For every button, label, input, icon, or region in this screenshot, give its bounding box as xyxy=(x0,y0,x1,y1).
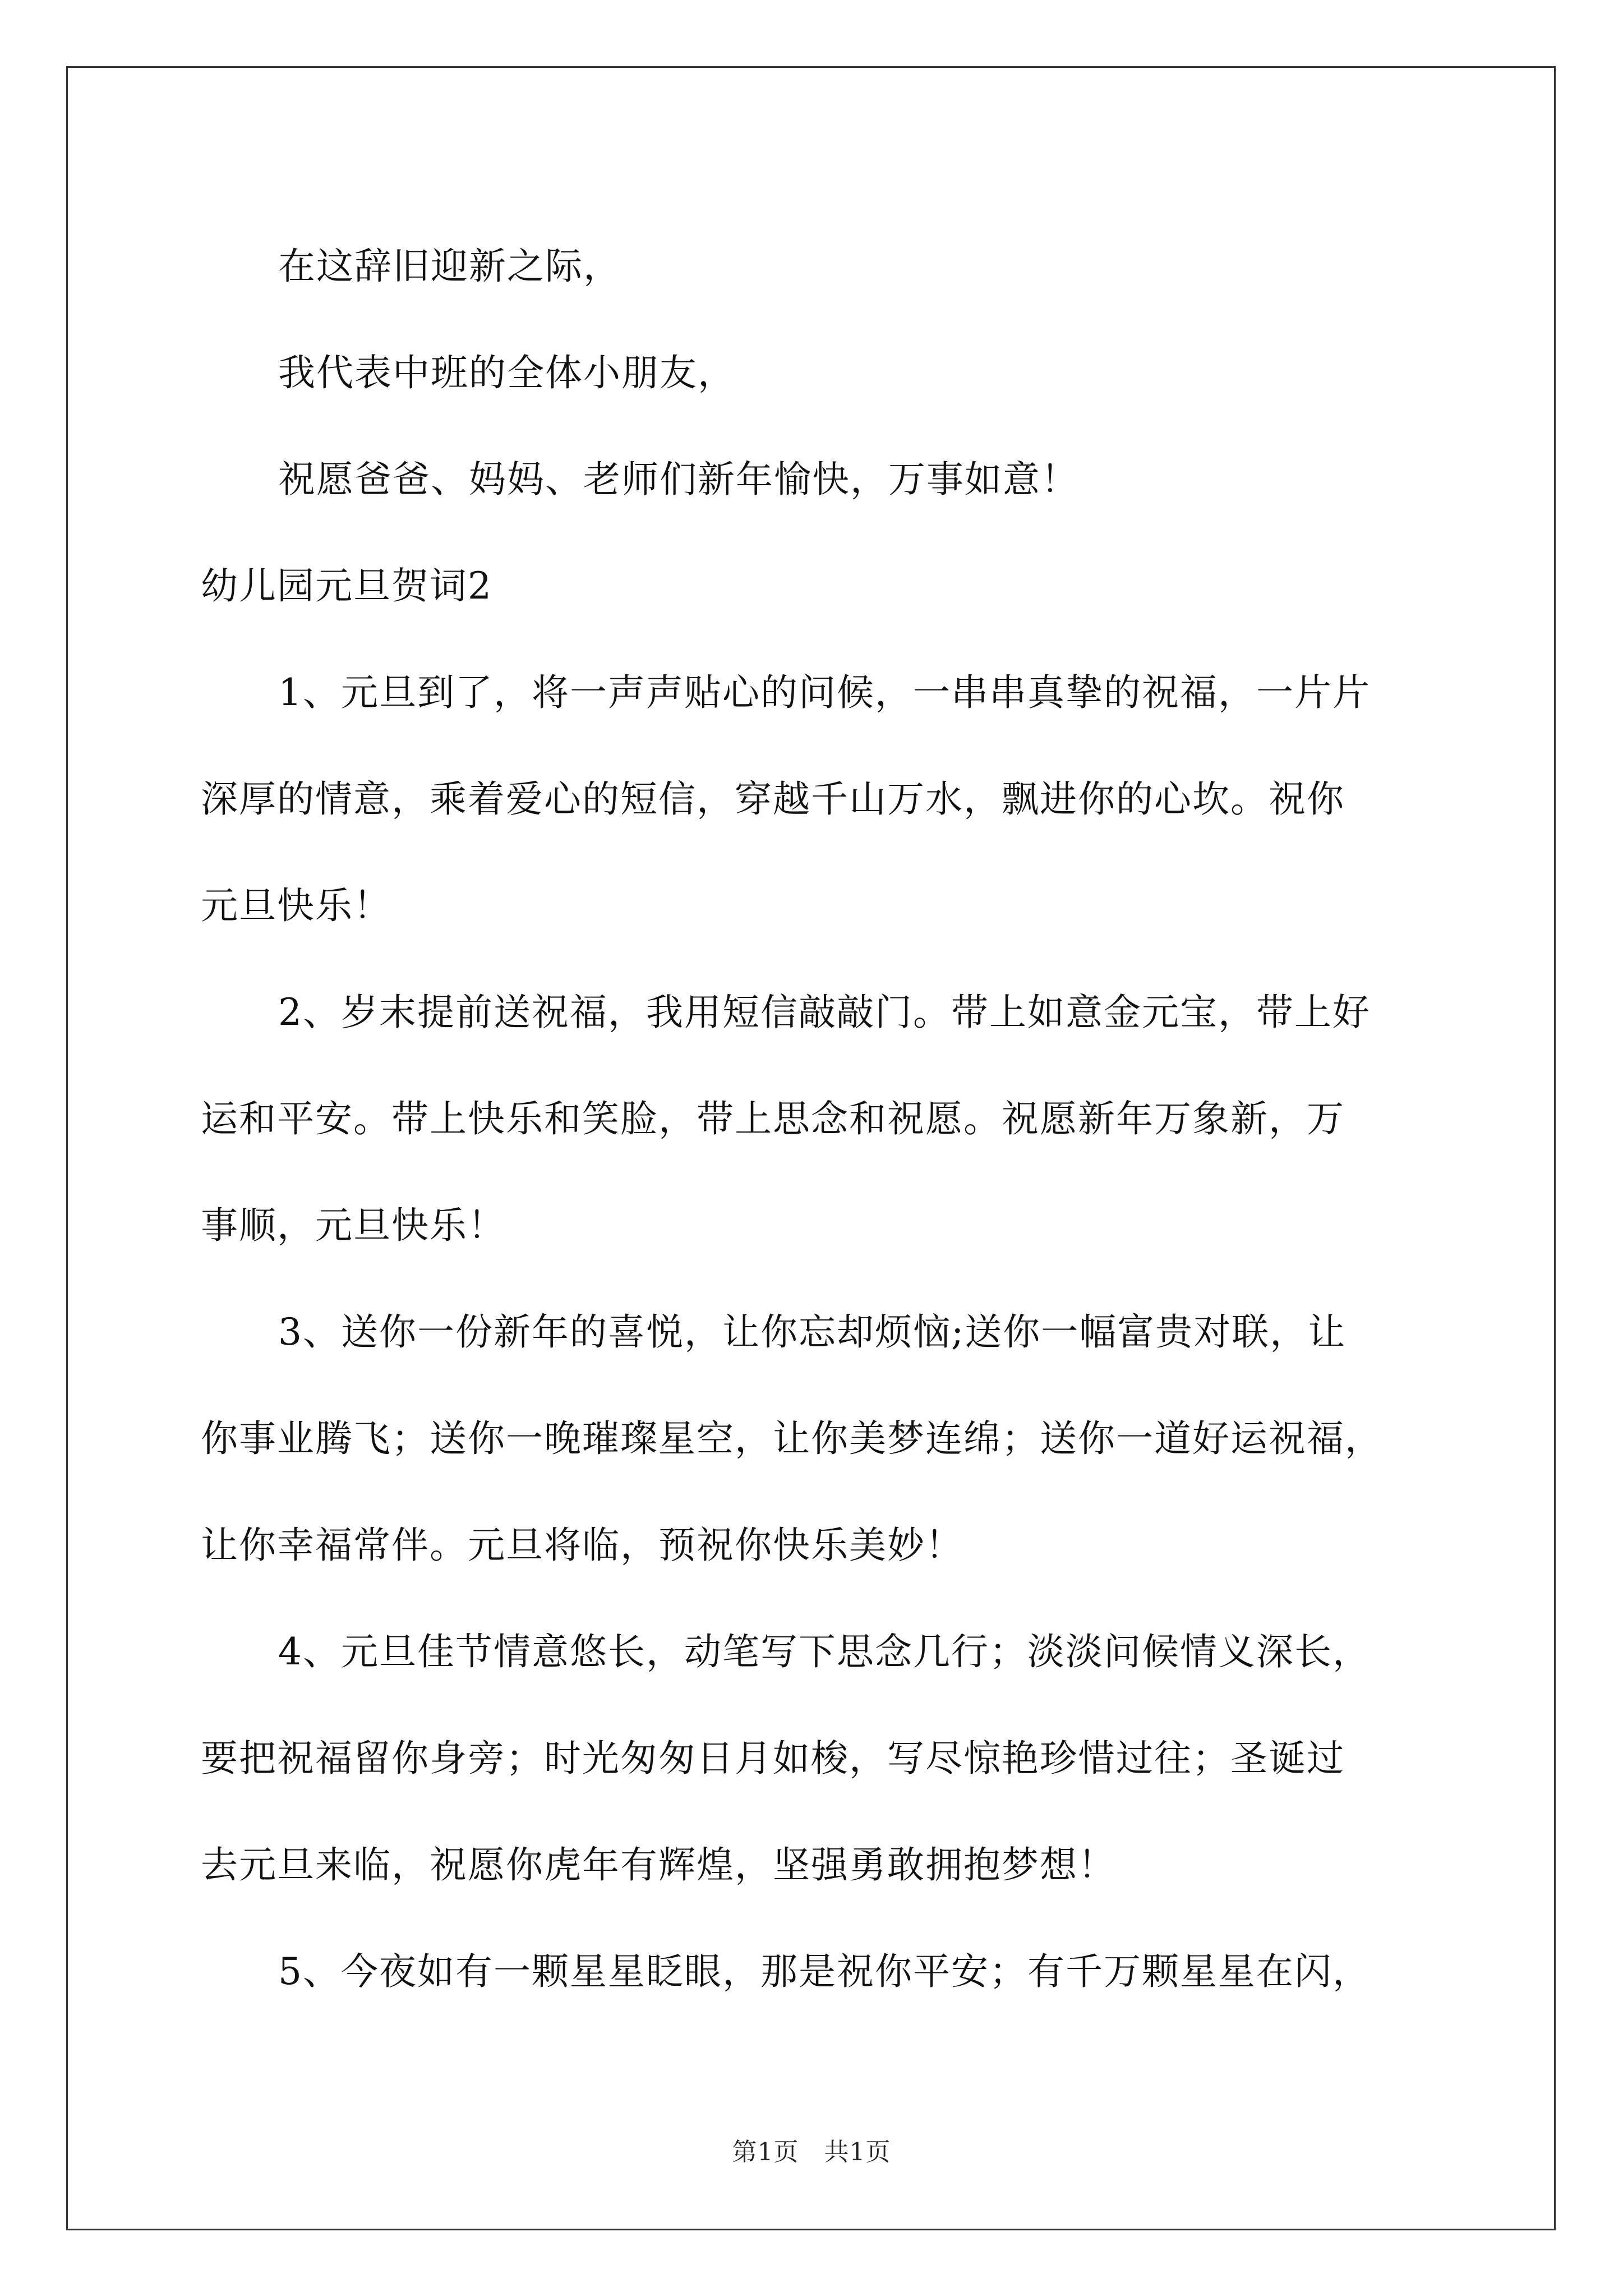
text-line: 运和平安。带上快乐和笑脸，带上思念和祝愿。祝愿新年万象新，万 xyxy=(201,1097,1345,1140)
text-line: 要把祝福留你身旁；时光匆匆日月如梭，写尽惊艳珍惜过往；圣诞过 xyxy=(201,1737,1345,1780)
text-line: 4、元旦佳节情意悠长，动笔写下思念几行；淡淡问候情义深长， xyxy=(278,1630,1371,1673)
text-line: 让你幸福常伴。元旦将临，预祝你快乐美妙！ xyxy=(201,1524,963,1567)
text-line: 5、今夜如有一颗星星眨眼，那是祝你平安；有千万颗星星在闪， xyxy=(278,1950,1371,1993)
section-heading: 幼儿园元旦贺词2 xyxy=(201,564,492,608)
text-line: 事顺，元旦快乐！ xyxy=(201,1204,506,1247)
text-line: 2、岁末提前送祝福，我用短信敲敲门。带上如意金元宝，带上好 xyxy=(278,991,1371,1034)
page-footer: 第1页 共1页 xyxy=(732,2138,891,2166)
text-line: 3、送你一份新年的喜悦，让你忘却烦恼;送你一幅富贵对联，让 xyxy=(278,1310,1347,1354)
text-line: 我代表中班的全体小朋友， xyxy=(278,351,736,394)
text-line: 深厚的情意，乘着爱心的短信，穿越千山万水，飘进你的心坎。祝你 xyxy=(201,777,1345,821)
text-line: 元旦快乐！ xyxy=(201,884,391,927)
text-line: 1、元旦到了，将一声声贴心的问候，一串串真挚的祝福，一片片 xyxy=(278,671,1371,714)
text-line: 去元旦来临，祝愿你虎年有辉煌，坚强勇敢拥抱梦想！ xyxy=(201,1843,1116,1887)
text-line: 在这辞旧迎新之际， xyxy=(278,245,621,288)
text-line: 你事业腾飞；送你一晚璀璨星空，让你美梦连绵；送你一道好运祝福， xyxy=(201,1417,1383,1460)
document-body xyxy=(201,213,1451,2025)
text-line: 祝愿爸爸、妈妈、老师们新年愉快，万事如意！ xyxy=(278,458,1079,501)
